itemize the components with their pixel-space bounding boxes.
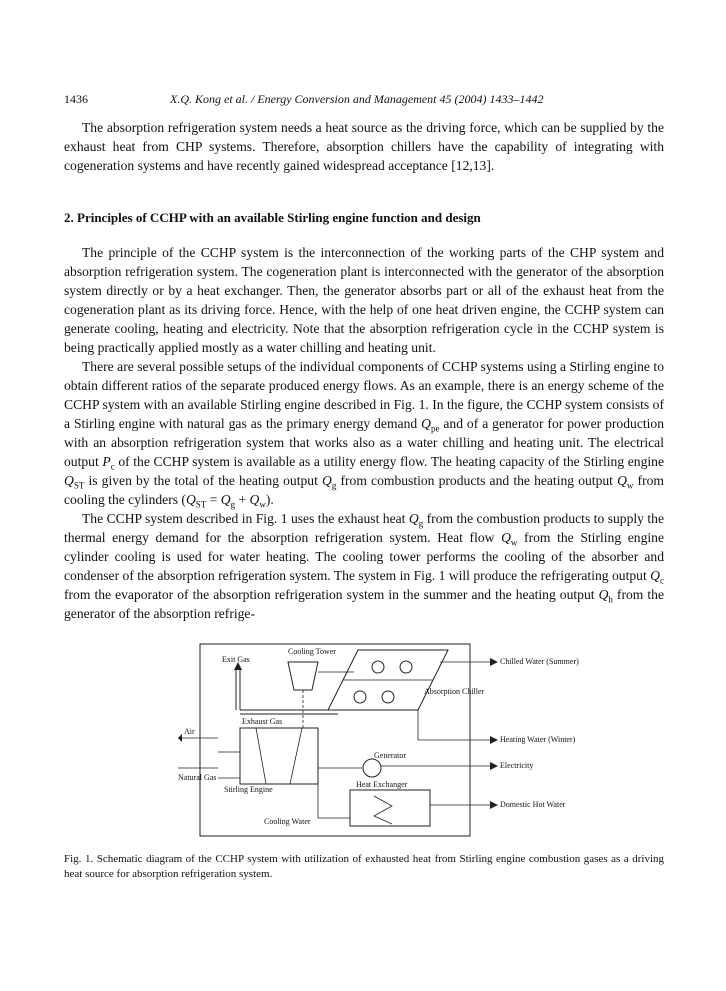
label-absorption-chiller: Absorption Chiller	[424, 687, 485, 696]
intro-paragraph: The absorption refrigeration system needs a heat source as the driving force, which can be supplied by the exhaust heat from CHP systems. Therefore, absorption chillers have the capability of integrating with cogeneration systems and have recently gained widespread acceptance [12,13].	[64, 120, 664, 173]
label-exhaust-gas: Exhaust Gas	[242, 717, 283, 726]
label-cooling-water: Cooling Water	[264, 817, 311, 826]
label-stirling-engine: Stirling Engine	[224, 785, 273, 794]
figure-caption: Fig. 1. Schematic diagram of the CCHP system with utilization of exhausted heat from Stirling engine combustion gases as a driving heat source for absorption refrigeration system.	[64, 853, 664, 880]
label-chilled-water: Chilled Water (Summer)	[500, 657, 579, 666]
figure-cchp-schematic	[178, 640, 579, 840]
chiller-component-1	[372, 661, 384, 673]
label-domestic-hot-water: Domestic Hot Water	[500, 800, 566, 809]
stirling-engine-shape	[240, 728, 318, 784]
label-electricity: Electricity	[500, 761, 534, 770]
label-generator: Generator	[374, 751, 406, 760]
label-heat-exchanger: Heat Exchanger	[356, 780, 408, 789]
label-cooling-tower: Cooling Tower	[288, 647, 336, 656]
cooling-tower-shape	[288, 662, 318, 690]
schematic-diagram	[178, 640, 579, 840]
section-body	[64, 243, 664, 623]
label-natural-gas: Natural Gas	[178, 773, 217, 782]
label-exit-gas: Exit Gas	[222, 655, 250, 664]
running-title: X.Q. Kong et al. / Energy Conversion and Management 45 (2004) 1433–1442	[170, 92, 544, 106]
generator-shape	[363, 759, 381, 777]
label-heating-water: Heating Water (Winter)	[500, 735, 576, 744]
heat-exchanger-shape	[350, 790, 430, 826]
label-air: Air	[184, 727, 195, 736]
chiller-component-3	[354, 691, 366, 703]
chiller-component-2	[400, 661, 412, 673]
paragraph-exhaust: The CCHP system described in Fig. 1 uses the exhaust heat $Q_g$ from the combustion products to supply the thermal energy demand for the absorption refrigeration system. Heat flow $Q_w$ from the Stirling engine cylinder cooling is used for water heating. The cooling tower performs the cooling of the absorber and condenser of the absorption refrigeration system. The system in Fig. 1 will produce the refrigerating output $Q_c$ from the evaporator of the absorption refrigeration system in the summer and the heating output $Q_h$ from the generator of the absorption refrige-	[64, 511, 664, 621]
section-title: 2. Principles of CCHP with an available Stirling engine function and design	[64, 210, 481, 225]
paragraph-principle: The principle of the CCHP system is the interconnection of the working parts of the CHP system and absorption refrigeration system. The cogeneration plant is interconnected with the generator of the absorption system directly or by a heat exchanger. Then, the generator absorbs part or all of the exhaust heat from the cogeneration plant as its driving force. Hence, with the help of one heat driven engine, the CCHP system can generate cooling, heating and electricity. Note that the absorption refrigeration cycle in the CCHP system is being practically applied mostly as a water chilling and heating unit.	[64, 245, 664, 355]
paragraph-setups: There are several possible setups of the individual components of CCHP systems using a Stirling engine to obtain different ratios of the separate produced energy flows. As an example, there is an energy scheme of the CCHP system with an available Stirling engine described in Fig. 1. In the figure, the CCHP system consists of a Stirling engine with natural gas as the primary energy demand $Q_{pe}$ and of a generator for power production with an absorption refrigeration system that works also as a water chilling and heating unit. The electrical output $P_c$ of the CCHP system is available as a utility energy flow. The heating capacity of the Stirling engine $Q_{ST}$ is given by the total of the heating output $Q_g$ from combustion products and the heating output $Q_w$ from cooling the cylinders $(Q_{ST} = Q_g + Q_w)$.	[64, 359, 665, 510]
chiller-component-4	[382, 691, 394, 703]
intro-block	[64, 118, 664, 175]
page-number: 1436	[64, 92, 88, 106]
